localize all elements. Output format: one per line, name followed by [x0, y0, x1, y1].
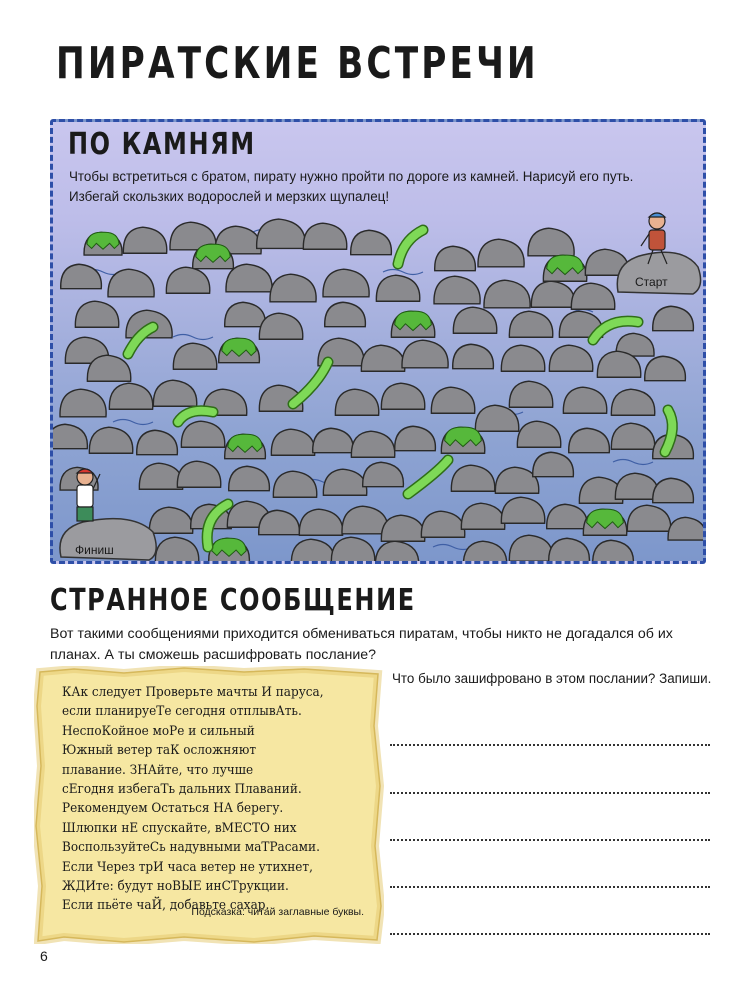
stone: [402, 340, 448, 368]
stone: [627, 505, 670, 531]
stone: [109, 383, 152, 409]
algae: [196, 244, 230, 262]
algae: [222, 338, 256, 356]
cipher-line: если планируеТе сегодня отплывАть.: [62, 704, 302, 720]
maze-illustration: [53, 122, 703, 561]
stone: [478, 239, 524, 267]
cipher-line: КАк следует Проверьте мачты И паруса,: [62, 685, 324, 700]
parchment-note: [34, 666, 384, 944]
stone: [563, 387, 606, 413]
stone: [323, 469, 366, 495]
stone: [137, 430, 178, 454]
stone: [509, 311, 552, 337]
stone: [569, 428, 610, 452]
stone: [75, 301, 118, 327]
stone: [335, 389, 378, 415]
answer-line-4[interactable]: [390, 886, 710, 888]
stone: [653, 478, 694, 502]
hint-text: Подсказка: читай заглавные буквы.: [191, 906, 364, 918]
stone: [376, 275, 419, 301]
stone: [668, 517, 703, 540]
stone: [463, 541, 506, 561]
stone: [645, 356, 686, 380]
stone: [166, 267, 209, 293]
finish-pirate-icon: [77, 469, 100, 521]
stone: [153, 380, 196, 406]
stone: [653, 306, 694, 330]
maze-title: ПО КАМНЯМ: [68, 127, 256, 162]
stone: [453, 307, 496, 333]
algae: [228, 434, 262, 452]
stone: [361, 345, 404, 371]
stone: [325, 302, 366, 326]
stone-maze-panel: [50, 119, 706, 564]
stone: [593, 540, 634, 561]
stone: [303, 223, 346, 249]
stone: [225, 302, 266, 326]
stone: [421, 511, 464, 537]
stone: [351, 230, 392, 254]
stone: [533, 452, 574, 476]
cipher-line: ЖДИте: будут ноВЫЕ инСТрукции.: [62, 879, 289, 895]
stone: [509, 535, 552, 561]
stone: [155, 537, 198, 561]
stone: [259, 313, 302, 339]
cipher-line: ВоспользуйтеСь надувными маТРасами.: [62, 840, 320, 856]
stone: [61, 264, 102, 288]
stone: [549, 538, 590, 561]
stone: [547, 504, 588, 528]
algae: [587, 509, 624, 528]
stones: [53, 219, 703, 561]
stone: [363, 462, 404, 486]
cipher-line: Если Через трИ часа ветер не утихнет,: [62, 859, 313, 875]
answer-line-1[interactable]: [390, 744, 710, 746]
stone: [395, 426, 436, 450]
stone: [53, 424, 87, 448]
cipher-line: Южный ветер таК осложняют: [62, 743, 257, 759]
stone: [313, 428, 354, 452]
start-label: Старт: [635, 275, 668, 289]
algae: [547, 255, 584, 274]
stone: [461, 503, 504, 529]
stone: [273, 471, 316, 497]
stone: [451, 465, 494, 491]
stone: [549, 345, 592, 371]
stone: [501, 497, 544, 523]
stone: [60, 389, 106, 417]
stone: [323, 269, 369, 297]
algae: [445, 427, 482, 446]
finish-label: Финиш: [75, 543, 114, 557]
message-title: СТРАННОЕ СООБЩЕНИЕ: [50, 583, 416, 618]
stone: [501, 345, 544, 371]
answer-line-5[interactable]: [390, 933, 710, 935]
stone: [453, 344, 494, 368]
stone: [89, 427, 132, 453]
stone: [381, 515, 424, 541]
stone: [484, 280, 530, 308]
stone: [381, 383, 424, 409]
stone: [270, 274, 316, 302]
stone: [257, 219, 306, 248]
algae: [395, 311, 432, 330]
stone: [434, 276, 480, 304]
cipher-text: [62, 683, 380, 916]
stone: [528, 228, 574, 256]
stone: [342, 506, 388, 534]
stone: [531, 281, 574, 307]
algae: [87, 232, 119, 249]
stone: [149, 507, 192, 533]
stone: [177, 461, 220, 487]
stone: [351, 431, 394, 457]
stone: [299, 509, 342, 535]
stone: [229, 466, 270, 490]
stone: [375, 541, 418, 561]
stone: [611, 389, 654, 415]
stone: [475, 405, 518, 431]
maze-instructions: Чтобы встретиться с братом, пирату нужно пройти по дороге из камней. Нарисуй его путь. Избегай скользких водорослей и мерзких щупалец!: [69, 169, 634, 204]
stone: [431, 387, 474, 413]
stone: [173, 343, 216, 369]
message-intro: Вот такими сообщениями приходится обмениваться пиратам, чтобы никто не догадался об их планах. А ты сможешь расшифровать послание?: [50, 626, 673, 663]
stone: [615, 473, 658, 499]
stone: [271, 429, 314, 455]
cipher-line: плавание. ЗНАйте, что лучше: [62, 762, 254, 778]
cipher-line: НеспоКойное моРе и сильный: [62, 723, 255, 739]
stone: [611, 423, 654, 449]
cipher-line: Рекомендуем Остаться НА берегу.: [62, 801, 284, 817]
cipher-line: Шлюпки нЕ спускайте, вМЕСТО них: [62, 820, 297, 836]
stone: [517, 421, 560, 447]
stone: [571, 283, 614, 309]
page-number: 6: [40, 948, 48, 964]
stone: [291, 539, 334, 561]
stone: [181, 421, 224, 447]
question-text: Что было зашифровано в этом послании? Запиши.: [392, 671, 712, 686]
cipher-line: Если пьёте чаЙ, добавьте сахар.: [62, 898, 270, 914]
answer-line-2[interactable]: [390, 792, 710, 794]
stone: [108, 269, 154, 297]
answer-line-3[interactable]: [390, 839, 710, 841]
page-title: ПИРАТСКИЕ ВСТРЕЧИ: [56, 38, 539, 89]
stone: [123, 227, 166, 253]
stone: [509, 381, 552, 407]
cipher-line: сЕгодня избегаТь дальних Плаваний.: [62, 782, 302, 798]
stone: [435, 246, 476, 270]
stone: [139, 463, 182, 489]
stone: [331, 537, 374, 561]
algae: [212, 538, 246, 556]
